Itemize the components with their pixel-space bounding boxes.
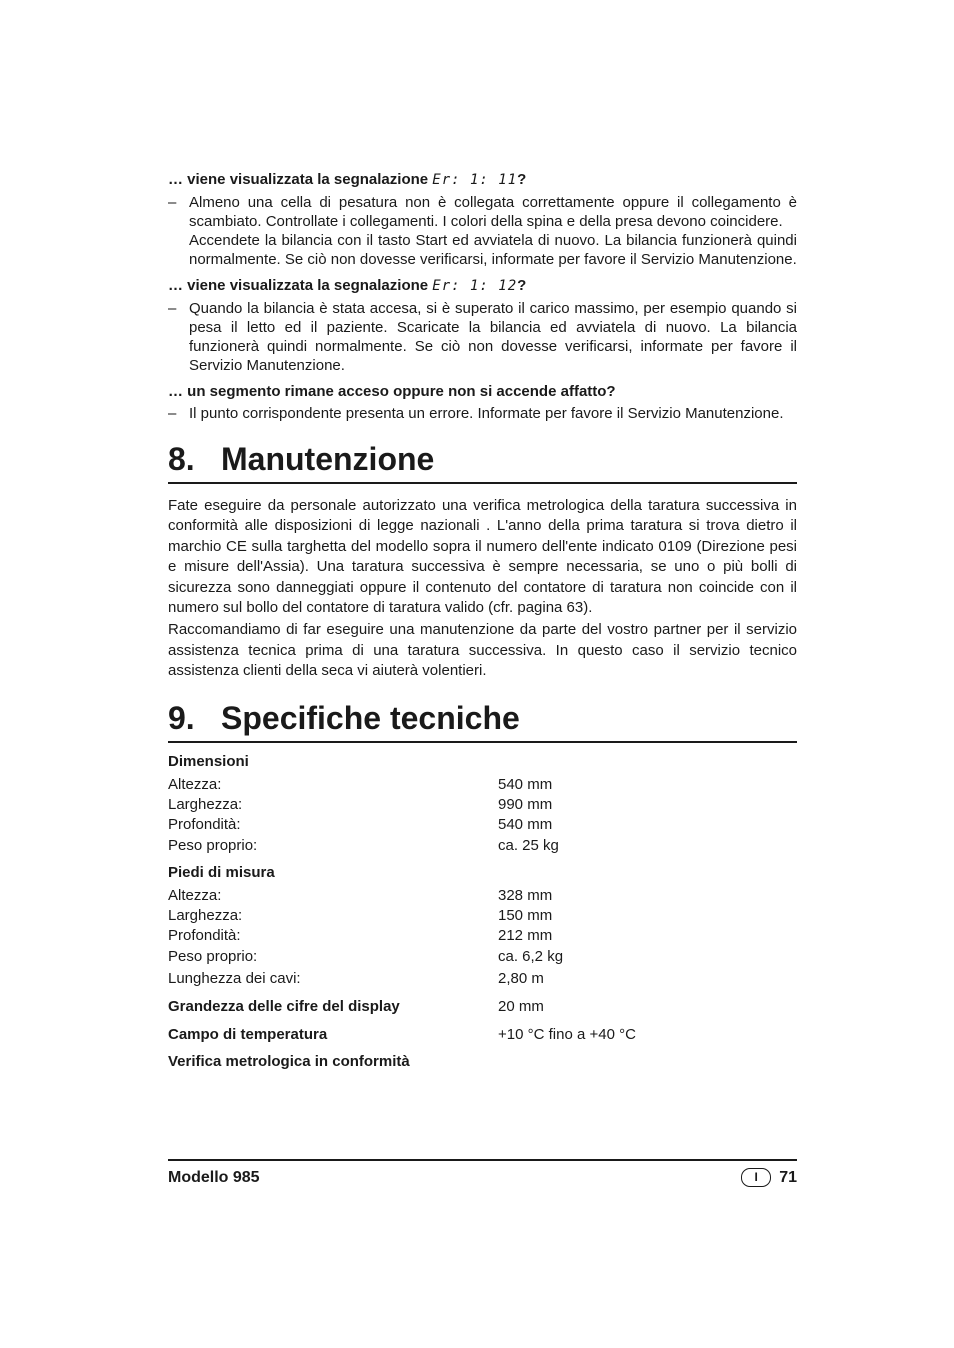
section-body: Fate eseguire da personale autorizzato una verifica metrologica della taratura successiva in conformità alle disposizioni di legge nazionali . L'anno della prima taratura si trova dietro il marchio CE sulla targhetta del modello sopra il numero dell'ente indicato 0109 (Direzione pesi e misure dell'Assia). Una taratura successiva è sempre necessaria, se uno o più bolli di sicurezza sono danneggiati oppure il contenuto del contatore di taratura non coincide con il numero sul bollo del contatore di taratura valido (cfr. pagina 63). Raccomandiamo di far eseguire una manutenzione da parte del vostro partner per il servizio assistenza tecnica prima di una taratura successiva. In questo caso il servizio tecnico assistenza clienti della seca vi aiuterà volentieri. — [168, 497, 797, 680]
page-footer — [168, 1159, 797, 1187]
faq-question: … un segmento rimane acceso oppure non si accende affatto? — [168, 383, 616, 400]
section-maintenance — [168, 440, 797, 682]
faq-answer: – Almeno una cella di pesatura non è collegata correttamente oppure il collegamento è scambiato. Controllate i collegamenti. I colori della spina e della presa devono coincidere. Accendete la bilancia con il tasto Start ed avviatela di nuovo. La bilancia funzionerà quindi normalmente. Se ciò non dovesse verificarsi, informate per favore il Servizio Manutenzione. — [168, 194, 797, 268]
spec-display: Grandezza delle cifre del display 20 mm — [168, 998, 544, 1016]
faq-question: … viene visualizzata la segnalazione Er: 1: 11? — [168, 171, 527, 188]
spec-row: Larghezza: 990 mm — [168, 795, 553, 813]
section-heading: 8. Manutenzione — [168, 440, 797, 484]
spec-row: Altezza: 328 mm — [168, 886, 553, 904]
faq-answer: – Quando la bilancia è stata accesa, si è superato il carico massimo, per esempio quando si pesa il letto ed il paziente. Scaricate la bilancia ed avviatela di nuovo. La bilancia funzionerà quindi normalmente. Se ciò non dovesse verificarsi, informate per favore il Servizio Manutenzione. — [168, 300, 797, 374]
faq-item — [168, 382, 797, 423]
section-heading: 9. Specifiche tecniche — [168, 699, 797, 743]
spec-row: Profondità: 212 mm — [168, 927, 553, 945]
spec-row: Peso proprio: ca. 25 kg — [168, 836, 559, 854]
spec-row: Larghezza: 150 mm — [168, 907, 553, 925]
spec-temperature: Campo di temperatura +10 °C fino a +40 °C — [168, 1025, 636, 1043]
page-content — [168, 170, 797, 1072]
spec-row: Profondità: 540 mm — [168, 816, 553, 834]
spec-piedi: Piedi di misura Altezza: 328 mm Larghezza: 150 mm Profondità: 212 mm Peso proprio: ca. 6,2 kg Lunghezza dei cavi: 2,80 m — [168, 863, 797, 989]
faq-item — [168, 276, 797, 375]
spec-row: Peso proprio: ca. 6,2 kg — [168, 947, 564, 965]
faq-answer: – Il punto corrispondente presenta un errore. Informate per favore il Servizio Manutenzione. — [168, 405, 784, 422]
error-code: Er: 1: 12 — [432, 278, 518, 294]
page-number: 71 — [779, 1168, 797, 1186]
model-name: Modello 985 — [168, 1168, 260, 1186]
spec-dimensioni: Dimensioni Altezza: 540 mm Larghezza: 990 mm Profondità: 540 mm Peso proprio: ca. 25 kg — [168, 752, 797, 856]
language-badge: I — [741, 1168, 771, 1187]
faq-item — [168, 170, 797, 269]
spec-verification: Verifica metrologica in conformità — [168, 1052, 410, 1070]
spec-row: Lunghezza dei cavi: 2,80 m — [168, 970, 544, 988]
faq-question: … viene visualizzata la segnalazione Er: 1: 12? — [168, 277, 527, 294]
spec-row: Altezza: 540 mm — [168, 775, 553, 793]
section-specs — [168, 699, 797, 1073]
error-code: Er: 1: 11 — [432, 172, 518, 188]
